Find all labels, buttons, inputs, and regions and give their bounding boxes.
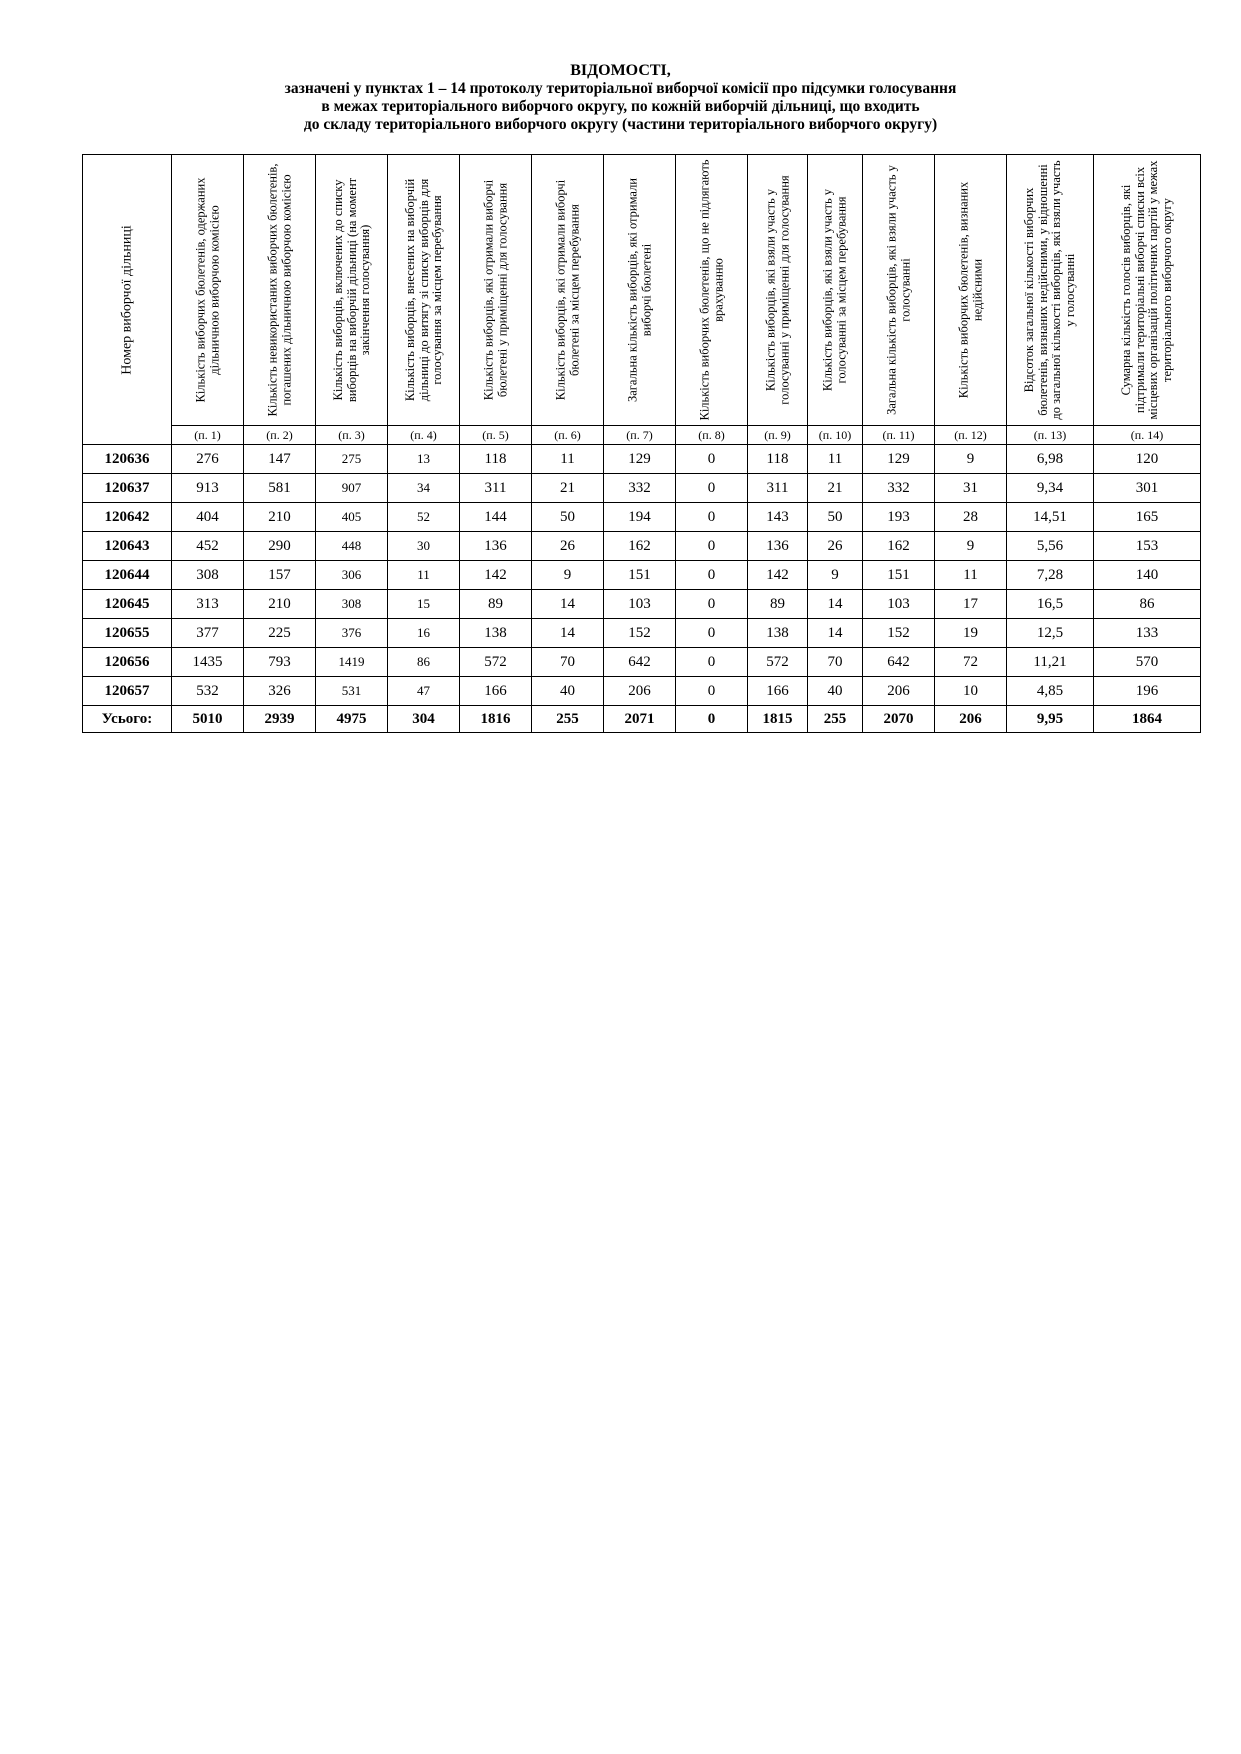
table-cell: 86	[388, 648, 460, 677]
table-cell: 133	[1094, 619, 1201, 648]
table-cell: 642	[604, 648, 676, 677]
table-cell: 276	[172, 445, 244, 474]
header-cell	[316, 155, 388, 426]
table-cell: 308	[316, 590, 388, 619]
table-cell: 136	[748, 532, 808, 561]
header-cell	[1094, 155, 1201, 426]
header-cell	[863, 155, 935, 426]
table-cell: 89	[460, 590, 532, 619]
table-cell: 14,51	[1007, 503, 1094, 532]
table-cell: 0	[676, 619, 748, 648]
table-cell: 103	[604, 590, 676, 619]
table-cell: 153	[1094, 532, 1201, 561]
header-label: Кількість виборців, які взяли участь у голосуванні у приміщенні для голосування	[763, 175, 791, 405]
table-cell: 1435	[172, 648, 244, 677]
table-cell: 326	[244, 677, 316, 706]
table-cell: 0	[676, 532, 748, 561]
table-cell: 0	[676, 445, 748, 474]
table-cell: 14	[808, 619, 863, 648]
column-number: (п. 3)	[316, 426, 388, 445]
table-cell: 913	[172, 474, 244, 503]
header-cell	[676, 155, 748, 426]
table-cell: 0	[676, 561, 748, 590]
table-cell: 16	[388, 619, 460, 648]
table-cell: 642	[863, 648, 935, 677]
table-cell: 118	[748, 445, 808, 474]
table-cell: 52	[388, 503, 460, 532]
header-row	[83, 155, 1201, 426]
header-label: Кількість виборчих бюлетенів, що не підлягають врахуванню	[697, 159, 725, 421]
table-cell: 377	[172, 619, 244, 648]
table-cell: 332	[604, 474, 676, 503]
total-cell: 2070	[863, 706, 935, 733]
table-cell: 129	[863, 445, 935, 474]
table-cell: 572	[748, 648, 808, 677]
table-cell: 19	[935, 619, 1007, 648]
table-cell: 16,5	[1007, 590, 1094, 619]
table-cell: 144	[460, 503, 532, 532]
title-line-1: ВІДОМОСТІ,	[570, 62, 671, 79]
table-cell: 21	[532, 474, 604, 503]
table-cell: 31	[935, 474, 1007, 503]
table-cell: 30	[388, 532, 460, 561]
table-cell: 9	[532, 561, 604, 590]
total-cell: 304	[388, 706, 460, 733]
table-row	[83, 619, 1201, 648]
table-cell: 162	[863, 532, 935, 561]
column-number: (п. 4)	[388, 426, 460, 445]
table-cell: 14	[808, 590, 863, 619]
table-cell: 11	[808, 445, 863, 474]
table-cell: 152	[604, 619, 676, 648]
table-cell: 89	[748, 590, 808, 619]
table-cell: 120	[1094, 445, 1201, 474]
station-code: 120644	[83, 561, 172, 590]
table-cell: 11	[532, 445, 604, 474]
table-cell: 162	[604, 532, 676, 561]
station-code: 120656	[83, 648, 172, 677]
table-cell: 0	[676, 474, 748, 503]
total-cell: 2071	[604, 706, 676, 733]
table-cell: 138	[460, 619, 532, 648]
header-label: Кількість виборчих бюлетенів, одержаних дільничною виборчою комісією	[193, 177, 221, 403]
table-row	[83, 474, 1201, 503]
table-cell: 570	[1094, 648, 1201, 677]
header-cell	[388, 155, 460, 426]
header-label: Кількість виборців, які взяли участь у голосуванні за місцем перебування	[820, 188, 848, 392]
table-cell: 140	[1094, 561, 1201, 590]
table-cell: 196	[1094, 677, 1201, 706]
table-cell: 138	[748, 619, 808, 648]
table-cell: 70	[808, 648, 863, 677]
total-cell: 0	[676, 706, 748, 733]
header-cell	[1007, 155, 1094, 426]
table-row	[83, 648, 1201, 677]
table-cell: 194	[604, 503, 676, 532]
header-cell	[808, 155, 863, 426]
station-code: 120642	[83, 503, 172, 532]
table-cell: 572	[460, 648, 532, 677]
total-cell: 206	[935, 706, 1007, 733]
title-line-3: в межах територіального виборчого округу, по кожній виборчій дільниці, що входить	[321, 98, 920, 115]
column-number: (п. 11)	[863, 426, 935, 445]
header-cell	[604, 155, 676, 426]
header-label: Сумарна кількість голосів виборців, які підтримали територіальні виборчі списки всіх місцевих організацій політичних партій у межах територіального виборчого округу	[1119, 160, 1174, 420]
table-cell: 210	[244, 590, 316, 619]
table-cell: 6,98	[1007, 445, 1094, 474]
column-number: (п. 5)	[460, 426, 532, 445]
table-row	[83, 677, 1201, 706]
table-cell: 275	[316, 445, 388, 474]
title-line-2: зазначені у пунктах 1 – 14 протоколу територіальної виборчої комісії про підсумки голосування	[284, 80, 957, 97]
total-cell: 2939	[244, 706, 316, 733]
table-cell: 13	[388, 445, 460, 474]
table-cell: 448	[316, 532, 388, 561]
total-label: Усього:	[83, 706, 172, 733]
table-cell: 290	[244, 532, 316, 561]
total-cell: 255	[532, 706, 604, 733]
column-number-row	[83, 426, 1201, 445]
total-cell: 5010	[172, 706, 244, 733]
table-cell: 0	[676, 503, 748, 532]
station-code: 120657	[83, 677, 172, 706]
table-cell: 151	[863, 561, 935, 590]
table-cell: 313	[172, 590, 244, 619]
table-cell: 86	[1094, 590, 1201, 619]
table-cell: 531	[316, 677, 388, 706]
table-cell: 9	[808, 561, 863, 590]
header-cell	[748, 155, 808, 426]
table-cell: 225	[244, 619, 316, 648]
table-cell: 50	[808, 503, 863, 532]
table-cell: 142	[748, 561, 808, 590]
header-label: Номер виборчої дільниці	[119, 224, 135, 375]
total-cell: 9,95	[1007, 706, 1094, 733]
station-code: 120645	[83, 590, 172, 619]
table-cell: 1419	[316, 648, 388, 677]
table-cell: 103	[863, 590, 935, 619]
table-cell: 11,21	[1007, 648, 1094, 677]
table-row	[83, 503, 1201, 532]
table-cell: 166	[460, 677, 532, 706]
table-body	[83, 445, 1201, 733]
column-number: (п. 2)	[244, 426, 316, 445]
table-cell: 210	[244, 503, 316, 532]
table-cell: 47	[388, 677, 460, 706]
header-cell	[532, 155, 604, 426]
table-cell: 532	[172, 677, 244, 706]
table-cell: 7,28	[1007, 561, 1094, 590]
table-cell: 157	[244, 561, 316, 590]
table-cell: 10	[935, 677, 1007, 706]
table-cell: 136	[460, 532, 532, 561]
table-cell: 308	[172, 561, 244, 590]
table-cell: 17	[935, 590, 1007, 619]
table-row	[83, 590, 1201, 619]
table-cell: 301	[1094, 474, 1201, 503]
header-label: Відсоток загальної кількості виборчих бюлетенів, визнаних недійсними, у відношенні до загальної кількості виборців, які взяли участь у голосуванні	[1022, 160, 1077, 420]
table-cell: 311	[460, 474, 532, 503]
table-cell: 147	[244, 445, 316, 474]
total-cell: 1815	[748, 706, 808, 733]
total-cell: 4975	[316, 706, 388, 733]
table-row	[83, 561, 1201, 590]
document-title	[0, 62, 1241, 134]
table-cell: 11	[935, 561, 1007, 590]
column-number: (п. 9)	[748, 426, 808, 445]
table-cell: 28	[935, 503, 1007, 532]
table-cell: 9	[935, 532, 1007, 561]
total-row	[83, 706, 1201, 733]
table-cell: 452	[172, 532, 244, 561]
table-cell: 9,34	[1007, 474, 1094, 503]
table-cell: 11	[388, 561, 460, 590]
table-cell: 5,56	[1007, 532, 1094, 561]
table-cell: 14	[532, 590, 604, 619]
column-number: (п. 12)	[935, 426, 1007, 445]
header-polling-station	[83, 155, 172, 445]
table-cell: 40	[808, 677, 863, 706]
table-cell: 21	[808, 474, 863, 503]
header-label: Загальна кількість виборців, які отримали виборчі бюлетені	[625, 178, 653, 402]
column-number: (п. 10)	[808, 426, 863, 445]
table-cell: 907	[316, 474, 388, 503]
table-cell: 793	[244, 648, 316, 677]
header-label: Кількість виборців, які отримали виборчі бюлетені у приміщенні для голосування	[481, 179, 509, 401]
total-cell: 255	[808, 706, 863, 733]
column-number: (п. 6)	[532, 426, 604, 445]
table-cell: 14	[532, 619, 604, 648]
table-cell: 165	[1094, 503, 1201, 532]
station-code: 120636	[83, 445, 172, 474]
results-table	[82, 154, 1201, 733]
table-cell: 12,5	[1007, 619, 1094, 648]
header-label: Кількість виборців, внесених на виборчій дільниці до витягу зі списку виборців для голосування за місцем перебування	[402, 178, 444, 402]
table-cell: 404	[172, 503, 244, 532]
column-number: (п. 8)	[676, 426, 748, 445]
header-cell	[935, 155, 1007, 426]
table-cell: 193	[863, 503, 935, 532]
table-cell: 4,85	[1007, 677, 1094, 706]
total-cell: 1864	[1094, 706, 1201, 733]
header-label: Кількість виборчих бюлетенів, визнаних недійсними	[956, 181, 984, 399]
column-number: (п. 7)	[604, 426, 676, 445]
table-cell: 0	[676, 590, 748, 619]
header-label: Загальна кількість виборців, які взяли участь у голосуванні	[884, 165, 912, 415]
table-cell: 332	[863, 474, 935, 503]
table-cell: 0	[676, 648, 748, 677]
table-cell: 151	[604, 561, 676, 590]
table-cell: 206	[604, 677, 676, 706]
table-cell: 143	[748, 503, 808, 532]
table-cell: 142	[460, 561, 532, 590]
table-cell: 9	[935, 445, 1007, 474]
table-cell: 152	[863, 619, 935, 648]
station-code: 120655	[83, 619, 172, 648]
table-cell: 72	[935, 648, 1007, 677]
header-label: Кількість виборців, включених до списку виборців на виборчій дільниці (на момент закінчення голосування)	[330, 177, 372, 403]
station-code: 120637	[83, 474, 172, 503]
header-cell	[172, 155, 244, 426]
table-cell: 50	[532, 503, 604, 532]
header-cell	[460, 155, 532, 426]
table-cell: 206	[863, 677, 935, 706]
table-cell: 0	[676, 677, 748, 706]
table-cell: 26	[808, 532, 863, 561]
table-cell: 166	[748, 677, 808, 706]
station-code: 120643	[83, 532, 172, 561]
column-number: (п. 14)	[1094, 426, 1201, 445]
table-cell: 34	[388, 474, 460, 503]
table-cell: 15	[388, 590, 460, 619]
header-label: Кількість невикористаних виборчих бюлетенів, погашених дільничною виборчою комісією	[265, 163, 293, 417]
title-line-4: до складу територіального виборчого округу (частини територіального виборчого округу)	[303, 116, 938, 133]
table-cell: 311	[748, 474, 808, 503]
column-number: (п. 1)	[172, 426, 244, 445]
table-row	[83, 445, 1201, 474]
table-cell: 405	[316, 503, 388, 532]
table-cell: 70	[532, 648, 604, 677]
table-cell: 26	[532, 532, 604, 561]
header-label: Кількість виборців, які отримали виборчі бюлетені за місцем перебування	[553, 179, 581, 401]
total-cell: 1816	[460, 706, 532, 733]
header-cell	[244, 155, 316, 426]
table-cell: 581	[244, 474, 316, 503]
table-cell: 306	[316, 561, 388, 590]
table-cell: 376	[316, 619, 388, 648]
table-cell: 40	[532, 677, 604, 706]
table-cell: 118	[460, 445, 532, 474]
table-cell: 129	[604, 445, 676, 474]
table-row	[83, 532, 1201, 561]
column-number: (п. 13)	[1007, 426, 1094, 445]
